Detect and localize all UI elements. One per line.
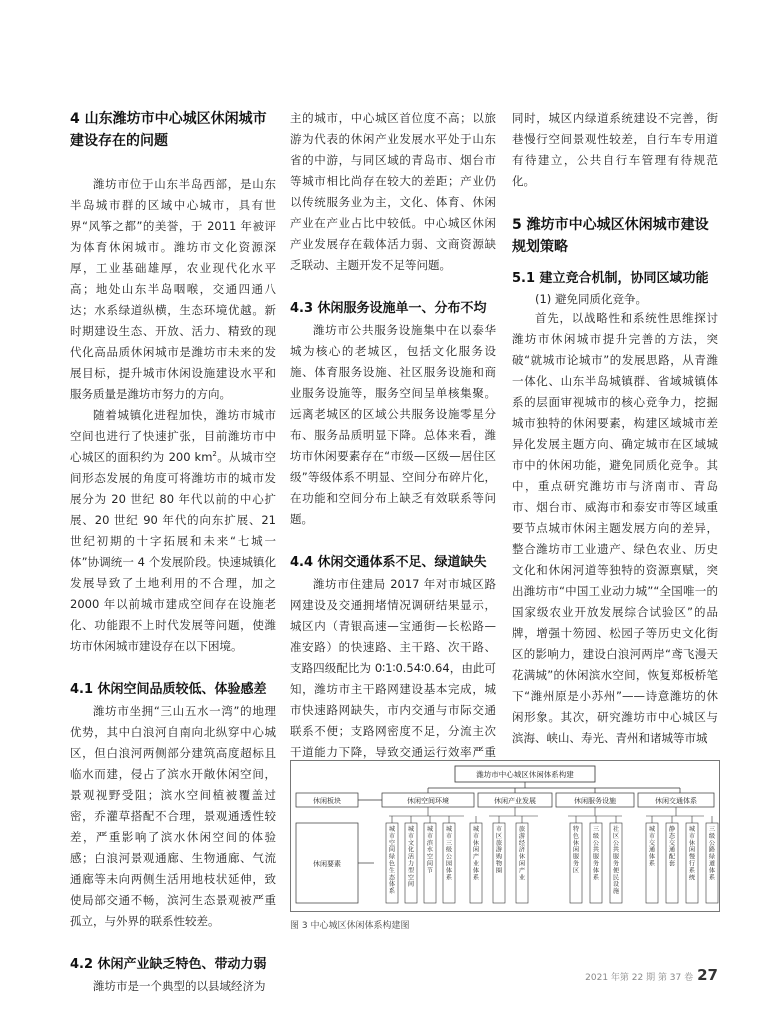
page-footer	[585, 966, 718, 984]
paragraph: 同时，城区内绿道系统建设不完善，街巷慢行空间景观性较差，自行车专用道有待建立，公共自行车管理有待规范化。	[512, 111, 718, 188]
leaf-label: 静态交通配套	[668, 826, 676, 868]
leaf-label: 社区公共服务便民设施	[612, 826, 620, 896]
paragraph: 潍坊市公共服务设施集中在以泰华城为核心的老城区，包括文化服务设施、体育服务设施、社区服务设施和商业服务设施等，服务空间呈单核集聚。远离老城区的区域公共服务设施零星分布、服务品质明显下降。总体来看，潍坊市休闲要素存在“市级—区级—居住区级”等级体系不明显、空间分布碎片化，在功能和空间分布上缺乏有效联系等问题。	[290, 323, 496, 526]
figure-caption: 图 3 中心城区休闲体系构建图	[290, 921, 410, 931]
leaf-label: 城市休闲产业体系	[472, 826, 480, 882]
diagram-root-label: 潍坊市中心城区休闲体系构建	[476, 770, 574, 779]
section-4-2-heading: 4.2 休闲产业缺乏特色、带动力弱	[70, 957, 267, 972]
section-4-heading: 4 山东潍坊市中心城区休闲城市建设存在的问题	[70, 111, 267, 149]
leaf-label: 城市交通体系	[648, 826, 656, 868]
section-5-heading: 5 潍坊市中心城区休闲城市建设规划策略	[512, 217, 709, 255]
paragraph: 潍坊市坐拥“三山五水一湾”的地理优势，其中白浪河自南向北纵穿中心城区，但白浪河两侧部分建筑高度超标且临水而建，侵占了滨水开敞休闲空间，景观视野受阻；滨水空间植被覆盖过密，乔灌草搭配不合理，景观通透性较差，严重影响了滨水休闲空间的体验感；白浪河景观通廊、生物通廊、气流通廊等未向两侧生活用地枝状延伸，致使局部交通不畅，滨河生态景观被严重孤立，与外界的联系性较差。	[70, 704, 276, 928]
leaf-label: 城市三级公园体系	[445, 826, 453, 882]
leaf-label: 三级公路绿道体系	[708, 826, 716, 882]
leisure-system-diagram	[290, 760, 720, 912]
paragraph: 随着城镇化进程加快，潍坊市城市空间也进行了快速扩张，目前潍坊市中心城区的面积约为 200 $km^2$。从城市空间形态发展的角度可将潍坊市的城市发展分为 20 世纪 80 年代以前的中心扩展、20 世纪 90 年代的向东扩展、21 世纪初期的十字拓展和未来“七城一体”协调统一 4 个发展阶段。快速城镇化发展导致了土地利用的不合理，加之 2000 年以前城市建成空间存在设施老化、功能跟不上时代发展等问题，使潍坊市休闲城市建设存在以下困境。	[70, 408, 277, 653]
section-4-4-heading: 4.4 休闲交通体系不足、绿道缺失	[290, 555, 487, 570]
category-space: 休闲空间环境	[407, 797, 449, 805]
leaf-label: 城市空间绿色生态体系	[388, 826, 396, 896]
column-3	[512, 108, 718, 749]
row-label-elements: 休闲要素	[313, 860, 341, 868]
paragraph: 潍坊市住建局 2017 年对市城区路网建设及交通拥堵情况调研结果显示，城区内（青银高速—宝通街—长松路—准安路）的快速路、主干路、次干路、支路四级配比为 0∶1∶0.54∶0.64，由此可知，潍坊市主干路网建设基本完成，城市快速路网缺失，市内交通与市际交通联系不便；支路网密度不足，分流主次干道能力下降，导致交通运行效率严重	[290, 577, 496, 759]
leaf-label: 城市文化活力型空间	[407, 826, 415, 889]
category-industry: 休闲产业发展	[494, 797, 536, 805]
leaf-label: 城市滨水空间节	[426, 826, 434, 875]
sub-heading: (1) 避免同质化竞争。	[535, 292, 647, 306]
category-services: 休闲服务设施	[574, 797, 616, 805]
leaf-label: 城市休闲慢行系统	[688, 826, 696, 882]
column-2	[290, 108, 496, 784]
leaf-label: 市区旅游购物圈	[495, 826, 503, 875]
row-label-blocks: 休闲板块	[313, 797, 341, 805]
issue-info: 2021 年第 22 期 第 37 卷	[585, 973, 694, 983]
column-1	[70, 108, 276, 997]
section-4-1-heading: 4.1 休闲空间品质较低、体验感差	[70, 682, 267, 697]
leaf-label: 三级公共服务体系	[592, 826, 600, 882]
paragraph: 潍坊市是一个典型的以县域经济为	[93, 979, 266, 993]
section-5-1-heading: 5.1 建立竞合机制，协同区域功能	[512, 271, 709, 286]
paragraph: 主的城市，中心城区首位度不高；以旅游为代表的休闲产业发展水平处于山东省的中游，与同区域的青岛市、烟台市等城市相比尚存在较大的差距；产业仍以传统服务业为主，文化、体育、休闲产业在产业占比中较低。中心城区休闲产业发展存在载体活力弱、文商资源缺乏联动、主题开发不足等问题。	[290, 111, 496, 272]
leaf-label: 特色休闲服务区	[572, 826, 580, 875]
section-4-3-heading: 4.3 休闲服务设施单一、分布不均	[290, 301, 487, 316]
paragraph: 潍坊市位于山东半岛西部，是山东半岛城市群的区域中心城市，具有世界“风筝之都”的美誉，于 2011 年被评为体育休闲城市。潍坊市文化资源深厚，工业基础雄厚，农业现代化水平高；地处山东半岛咽喉，交通四通八达；水系绿道纵横，生态环境优越。新时期建设生态、开放、活力、精致的现代化高品质休闲城市是潍坊市未来的发展目标，提升城市休闲设施建设水平和服务质量是潍坊市努力的方向。	[70, 177, 276, 401]
leaf-label: 旅游经济休闲产业	[518, 826, 526, 882]
category-transport: 休闲交通体系	[655, 797, 697, 805]
paragraph: 首先，以战略性和系统性思维探讨潍坊市休闲城市提升完善的方法，突破“就城市论城市”的发展思路，从青潍一体化、山东半岛城镇群、省域城镇体系的层面审视城市的核心竞争力，挖掘城市独特的休闲要素，构建区域城市差异化发展主题方向、确定城市在区域城市中的休闲功能，避免同质化竞争。其中，重点研究潍坊市与济南市、青岛市、烟台市、威海市和泰安市等区域重要节点城市休闲主题发展方向的差异，整合潍坊市工业遗产、绿色农业、历史文化和休闲河道等独特的资源禀赋，突出潍坊市“中国工业动力城”“全国唯一的国家级农业开放发展综合试验区”的品牌，增强十笏园、松园子等历史文化街区的影响力，建设白浪河两岸“鸢飞漫天花满城”的休闲滨水空间，恢复郑板桥笔下“潍州原是小苏州”——诗意潍坊的休闲形象。其次，研究潍坊市中心城区与滨海、峡山、寿光、青州和诸城等市城	[512, 311, 718, 745]
page-number: 27	[697, 966, 718, 984]
